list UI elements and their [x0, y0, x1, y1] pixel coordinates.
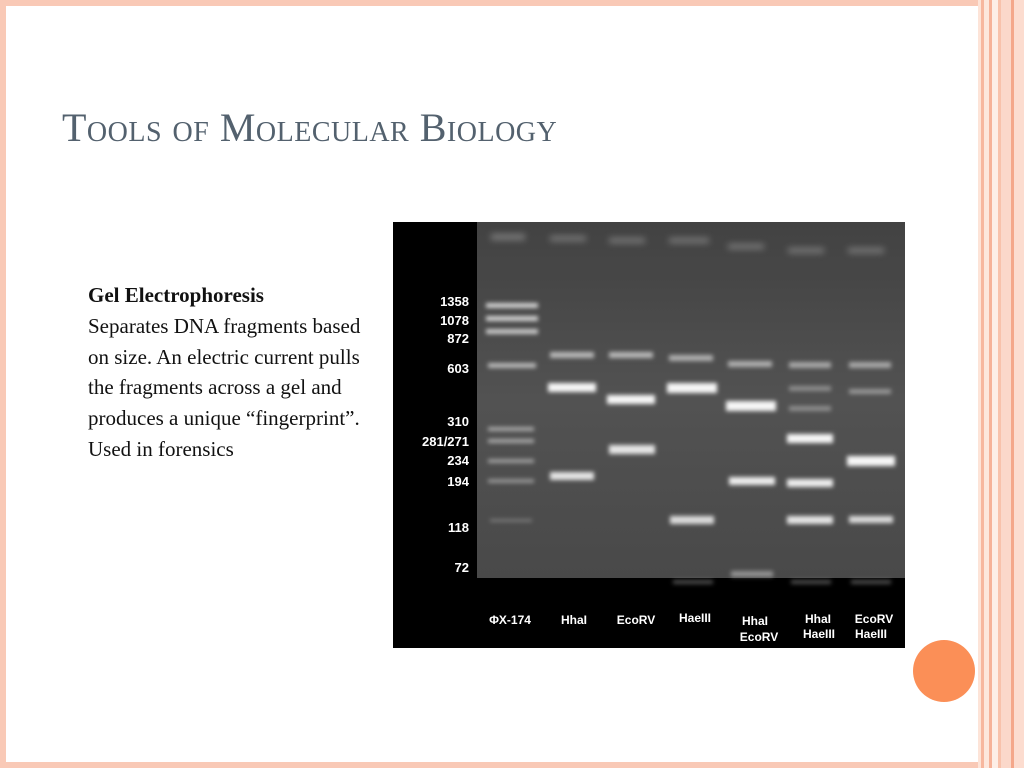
- lane-label-line2: HaeIII: [802, 627, 836, 641]
- size-marker: 1078: [440, 313, 469, 328]
- size-marker: 72: [454, 560, 469, 575]
- gel-electrophoresis-image: [393, 222, 905, 648]
- size-marker: 234: [447, 453, 469, 468]
- lane-label-line2: HaeIII: [854, 627, 888, 641]
- lane-label-line2: EcoRV: [739, 630, 779, 644]
- gel-photo: [393, 222, 905, 648]
- orange-circle-icon: [913, 640, 975, 702]
- body-heading: Gel Electrophoresis: [88, 283, 264, 307]
- lane-label: HhaI: [804, 612, 832, 626]
- slide-title: Tools of Molecular Biology: [62, 105, 558, 150]
- lane-label: HhaI: [741, 614, 769, 628]
- lane-label: EcoRV: [854, 612, 894, 626]
- size-marker: 281/271: [422, 434, 469, 449]
- size-marker: 1358: [440, 294, 469, 309]
- body-description: Separates DNA fragments based on size. An electric current pulls the fragments across a gel and produces a unique “fingerprint”. Used in forensics: [88, 313, 361, 461]
- lane-label: HaeIII: [678, 611, 712, 625]
- size-marker: 118: [448, 520, 469, 535]
- size-marker: 310: [447, 414, 469, 429]
- decorative-stripes: [978, 0, 1024, 768]
- size-marker: 603: [447, 361, 469, 376]
- lane-label: EcoRV: [616, 613, 656, 627]
- size-marker: 194: [447, 474, 469, 489]
- lane-label: ΦX-174: [489, 613, 531, 627]
- lane-label: HhaI: [560, 613, 588, 627]
- slide-body: [88, 280, 373, 465]
- size-marker: 872: [447, 331, 469, 346]
